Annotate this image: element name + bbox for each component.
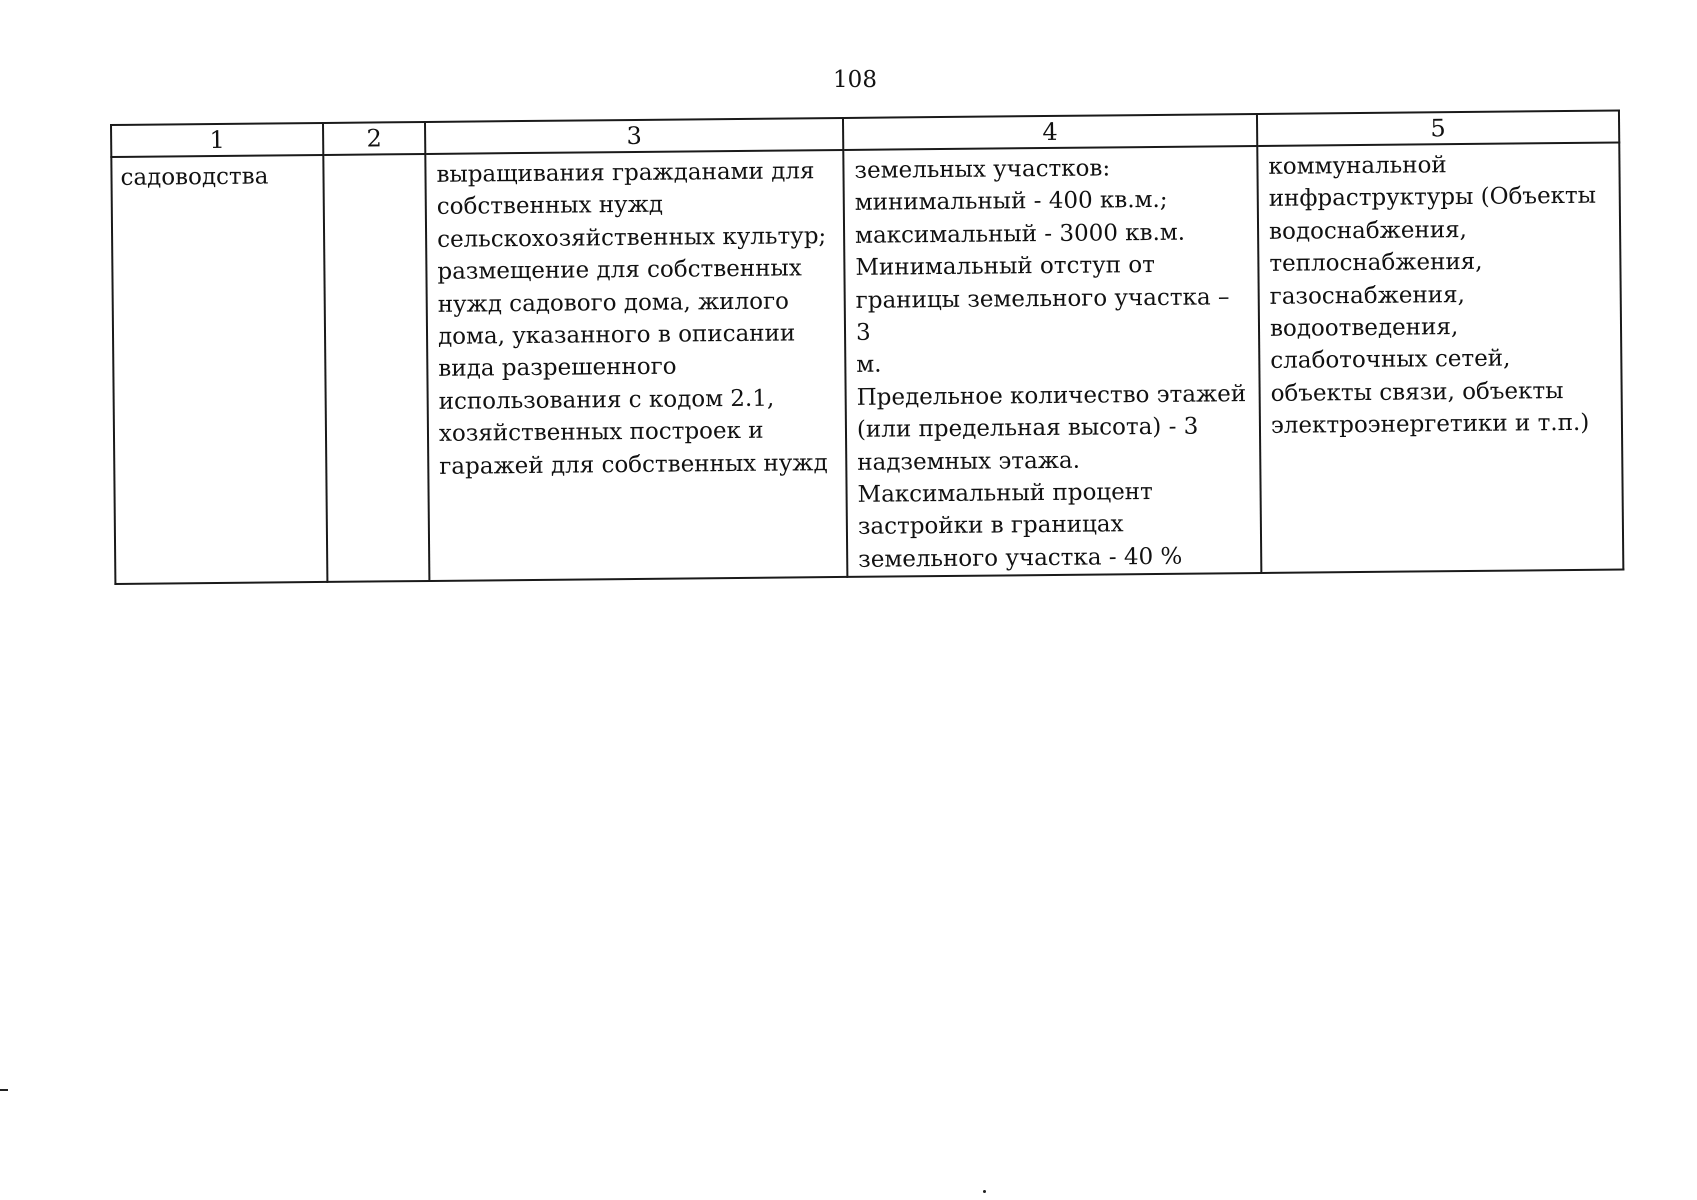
- page-number: 108: [833, 67, 877, 93]
- use-type-cell: [111, 155, 327, 584]
- infrastructure-cell: [1257, 143, 1623, 574]
- column-header-3: 3: [425, 118, 843, 154]
- code-text: [334, 159, 414, 160]
- infrastructure-text: коммунальной инфраструктуры (Объекты водоснабжения, теплоснабжения, газоснабжения, водоотведения, слаботочных сетей, объекты связи, объекты электроэнергетики и т.п.): [1268, 152, 1597, 440]
- scan-dot-mark: [983, 1190, 986, 1193]
- column-header-5: 5: [1257, 111, 1619, 146]
- column-header-1: 1: [111, 123, 323, 157]
- column-header-2: 2: [323, 122, 425, 155]
- scan-edge-mark: [0, 1089, 8, 1091]
- table-row: [111, 143, 1623, 585]
- use-description-cell: [425, 150, 847, 581]
- use-description-text: выращивания гражданами для собственных нужд сельскохозяйственных культур; размещение для собственных нужд садового дома, жилого дома, указанного в описании вида разрешенного использования с кодом 2.1, хозяйственных построек и гаражей для собственных нужд: [436, 158, 828, 480]
- column-header-4: 4: [843, 114, 1257, 150]
- code-cell: [323, 154, 429, 582]
- land-use-table: [110, 110, 1624, 586]
- parameters-text: земельных участков: минимальный - 400 кв.м.; максимальный - 3000 кв.м. Минимальный отступ от границы земельного участка – 3 м. Предельное количество этажей (или предельная высота) - 3 надземных этажа. Максимальный процент застройки в границах земельного участка - 40 %: [854, 155, 1247, 573]
- use-type-text: садоводства: [120, 163, 269, 191]
- parameters-cell: [843, 146, 1261, 577]
